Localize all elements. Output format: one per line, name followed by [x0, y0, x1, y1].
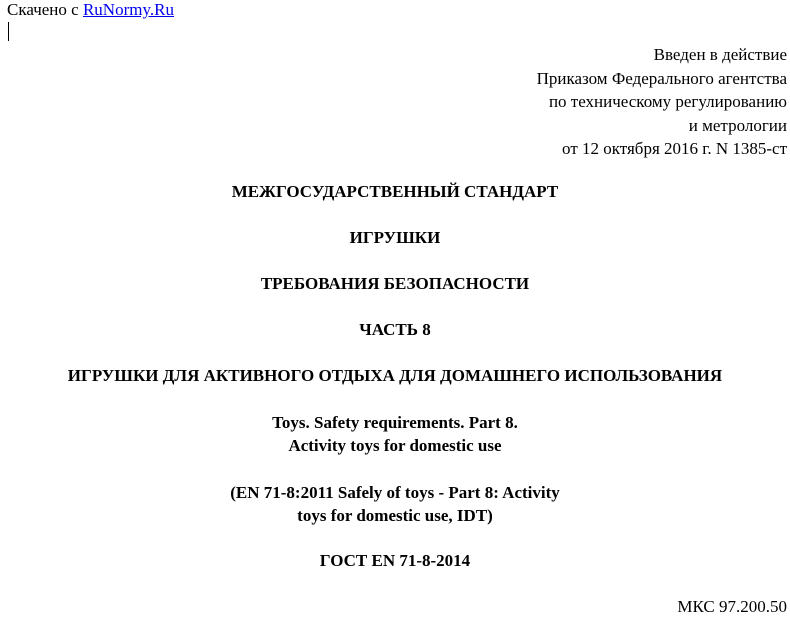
- english-title-line-1: Toys. Safety requirements. Part 8.: [272, 413, 518, 432]
- en-reference-line-1: (EN 71-8:2011 Safely of toys - Part 8: Activity: [230, 483, 560, 502]
- approval-line: Приказом Федерального агентства: [536, 68, 787, 88]
- approval-line: и метрологии: [688, 115, 787, 135]
- subject-heading: ИГРУШКИ: [349, 228, 441, 247]
- classification-code: МКС 97.200.50: [677, 597, 787, 616]
- designation-heading: ГОСТ EN 71-8-2014: [319, 551, 471, 570]
- download-source-prefix: Скачено с: [7, 0, 79, 19]
- approval-line: по техническому регулированию: [548, 92, 787, 111]
- requirements-heading: ТРЕБОВАНИЯ БЕЗОПАСНОСТИ: [260, 274, 530, 293]
- part-title-heading: ИГРУШКИ ДЛЯ АКТИВНОГО ОТДЫХА ДЛЯ ДОМАШНЕГО ИСПОЛЬЗОВАНИЯ: [67, 366, 723, 385]
- part-heading: ЧАСТЬ 8: [359, 320, 431, 339]
- site-link[interactable]: RuNormy.Ru: [82, 0, 174, 19]
- download-source-line: [7, 0, 174, 20]
- en-reference-line-2: toys for domestic use, IDT): [297, 506, 493, 525]
- text-cursor: [8, 22, 9, 41]
- english-title-line-2: Activity toys for domestic use: [288, 436, 502, 455]
- approval-date-line: от 12 октября 2016 г. N 1385-ст: [562, 139, 787, 158]
- standard-type-heading: МЕЖГОСУДАРСТВЕННЫЙ СТАНДАРТ: [231, 182, 559, 201]
- approval-block: [537, 43, 787, 161]
- approval-line: Введен в действие: [653, 45, 787, 64]
